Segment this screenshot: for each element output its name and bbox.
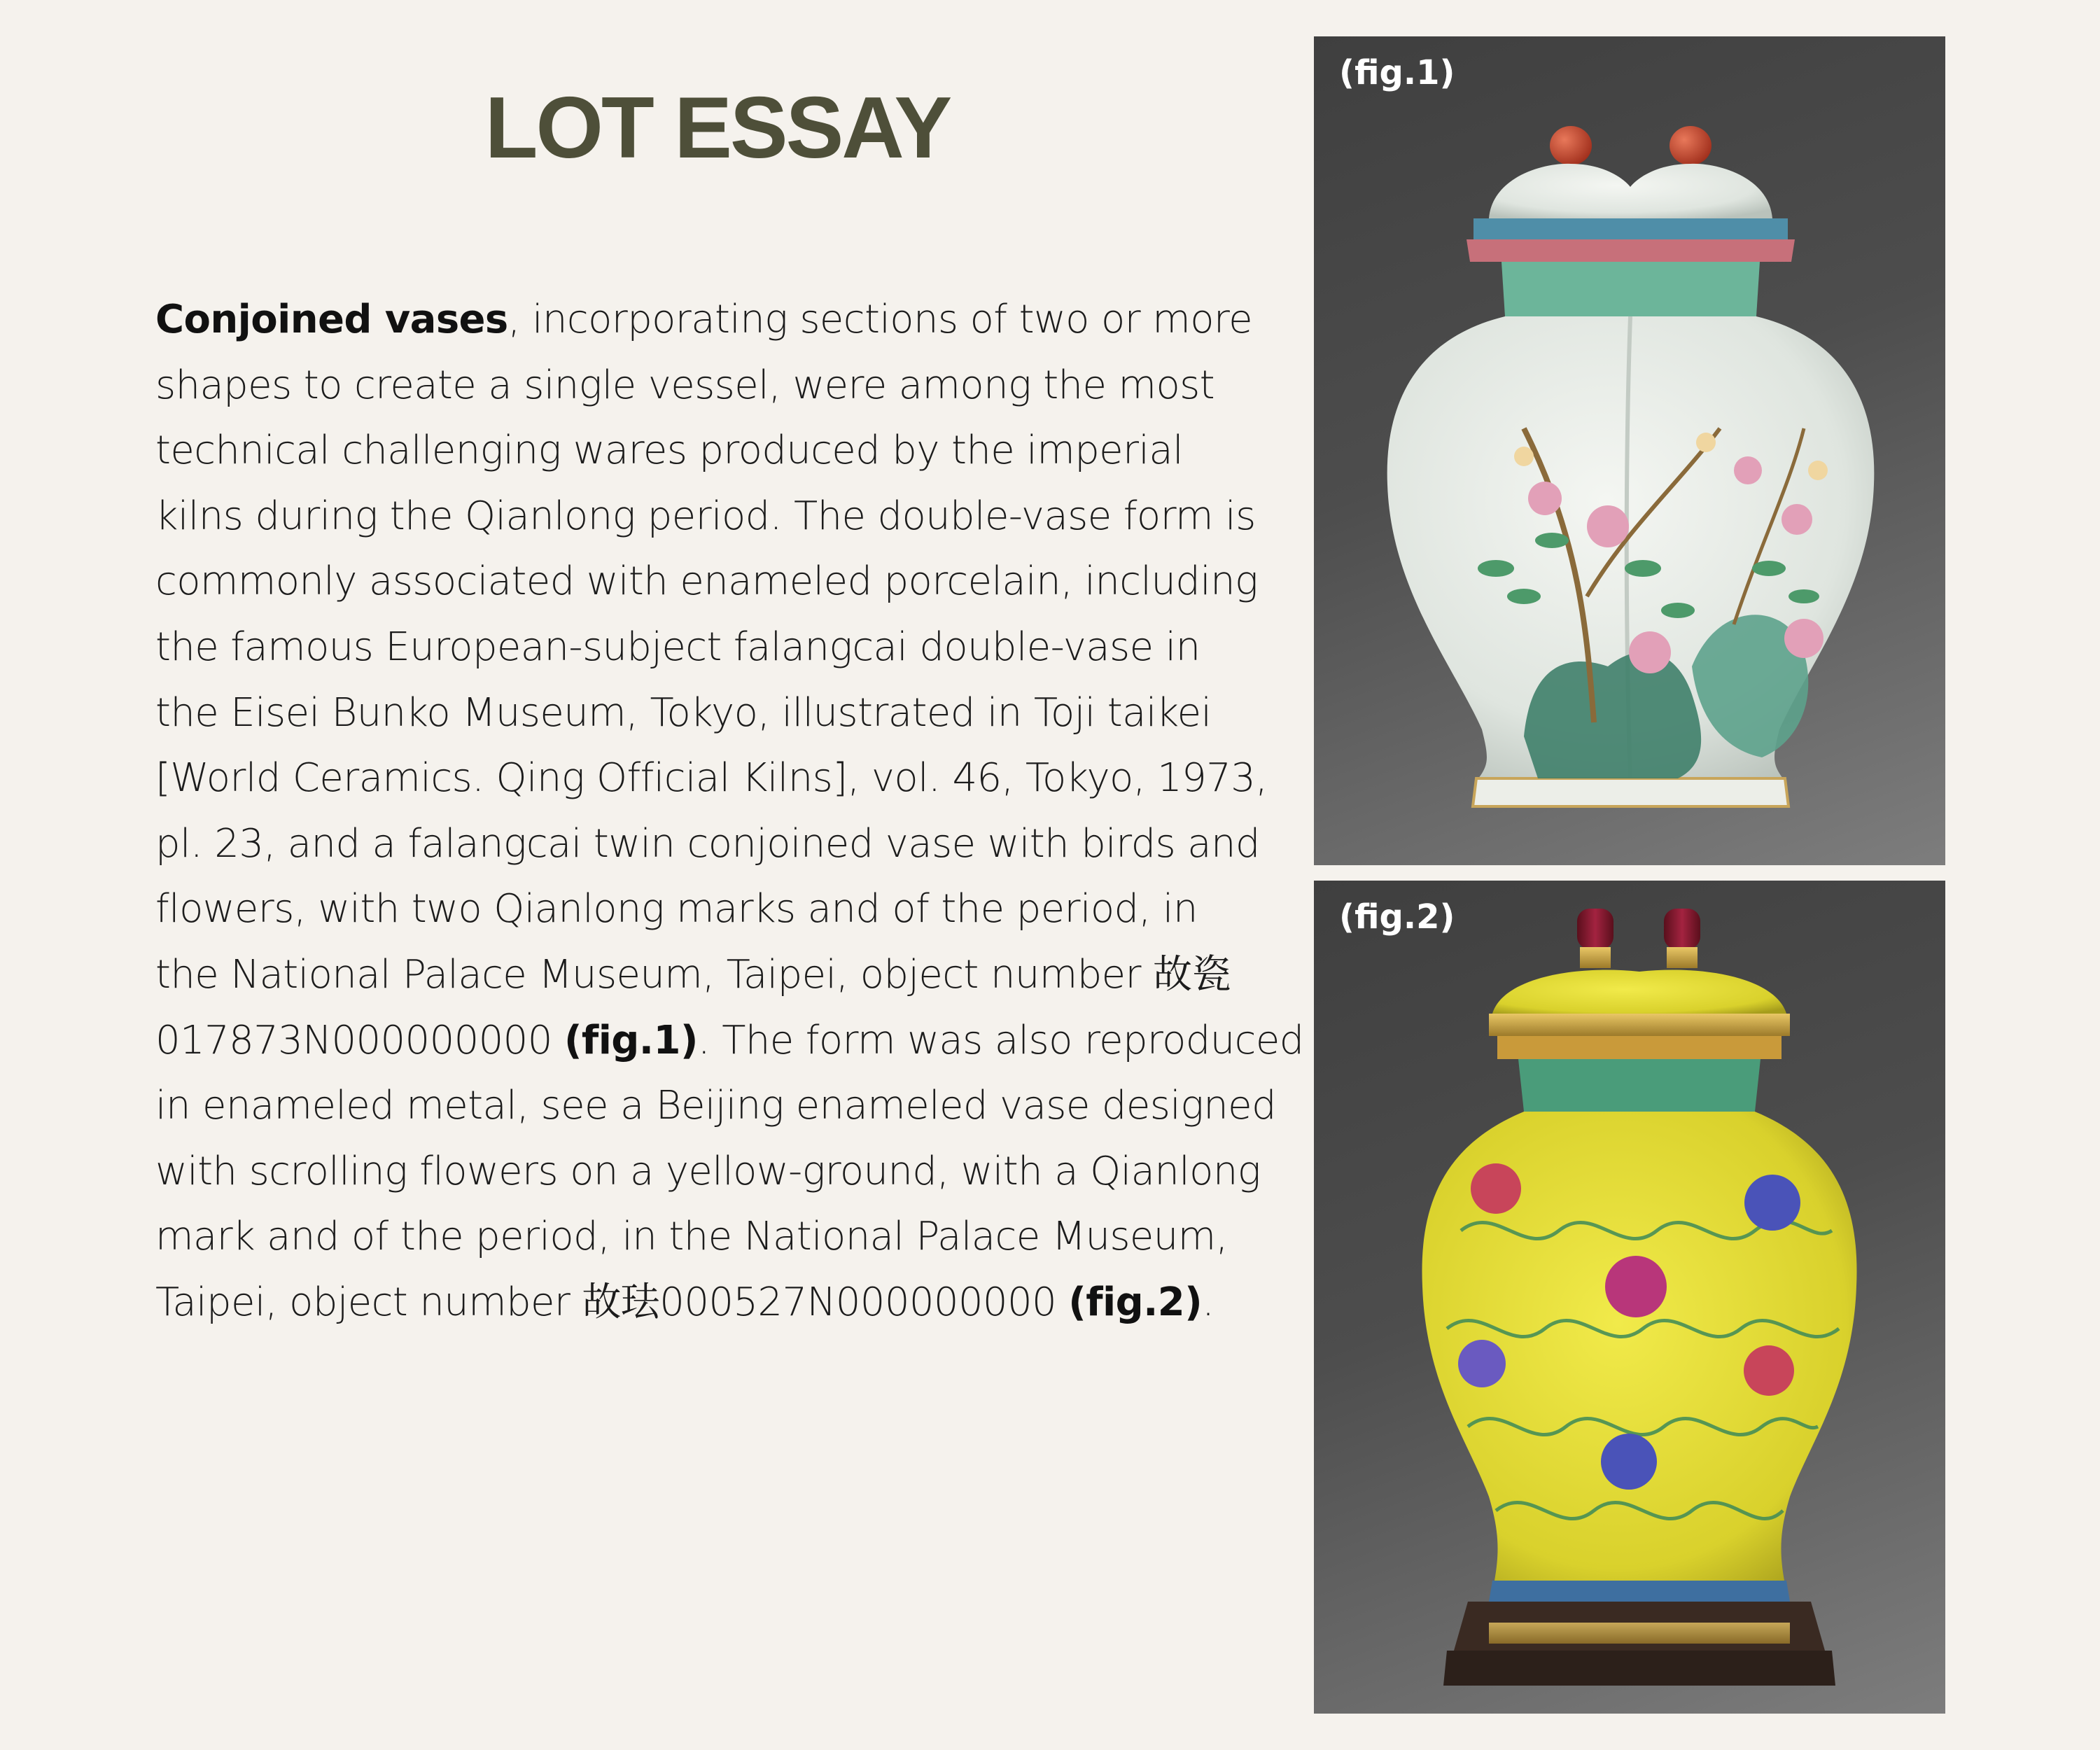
essay-line: mark and of the period, in the National Palace Museum, (155, 1214, 1228, 1260)
essay-line: with scrolling flowers on a yellow-ground, with a Qianlong (155, 1148, 1261, 1194)
essay-line: pl. 23, and a falangcai twin conjoined vase with birds and (155, 820, 1260, 867)
essay-line: the famous European-subject falangcai double-vase in (155, 624, 1200, 670)
lot-essay-text (155, 287, 1304, 1336)
essay-line: technical challenging wares produced by the imperial (155, 428, 1184, 474)
figure-1-image (1314, 36, 1945, 865)
page-title: LOT ESSAY (484, 80, 951, 176)
essay-line: [World Ceramics. Qing Official Kilns], vol. 46, Tokyo, 1973, (155, 755, 1268, 802)
essay-line: 017873N000000000 (fig.1). The form was also reproduced (155, 1017, 1304, 1063)
essay-line: the Eisei Bunko Museum, Tokyo, illustrated in Toji taikei (155, 690, 1212, 736)
essay-line: kilns during the Qianlong period. The double-vase form is (155, 493, 1256, 539)
fig1-reference: (fig.1) (564, 1017, 698, 1063)
figure-2-label: (fig.2) (1339, 897, 1455, 937)
figure-1-label: (fig.1) (1339, 53, 1455, 92)
essay-line: Conjoined vases, incorporating sections of two or more (155, 297, 1252, 342)
essay-line: in enameled metal, see a Beijing enameled vase designed (155, 1083, 1276, 1129)
essay-line: shapes to create a single vessel, were among the most (155, 362, 1215, 408)
enameled-metal-vase-illustration (1314, 881, 1945, 1714)
essay-line: flowers, with two Qianlong marks and of the period, in (155, 886, 1198, 932)
figure-2-image (1314, 881, 1945, 1714)
essay-line: Taipei, object number 故珐000527N000000000 (fig.2). (155, 1279, 1214, 1325)
conjoined-porcelain-vase-illustration (1314, 36, 1945, 865)
fig2-reference: (fig.2) (1068, 1279, 1203, 1325)
essay-line: the National Palace Museum, Taipei, object number 故瓷 (155, 951, 1231, 997)
bold-term: Conjoined vases (155, 297, 508, 342)
essay-line: commonly associated with enameled porcelain, including (155, 559, 1259, 605)
